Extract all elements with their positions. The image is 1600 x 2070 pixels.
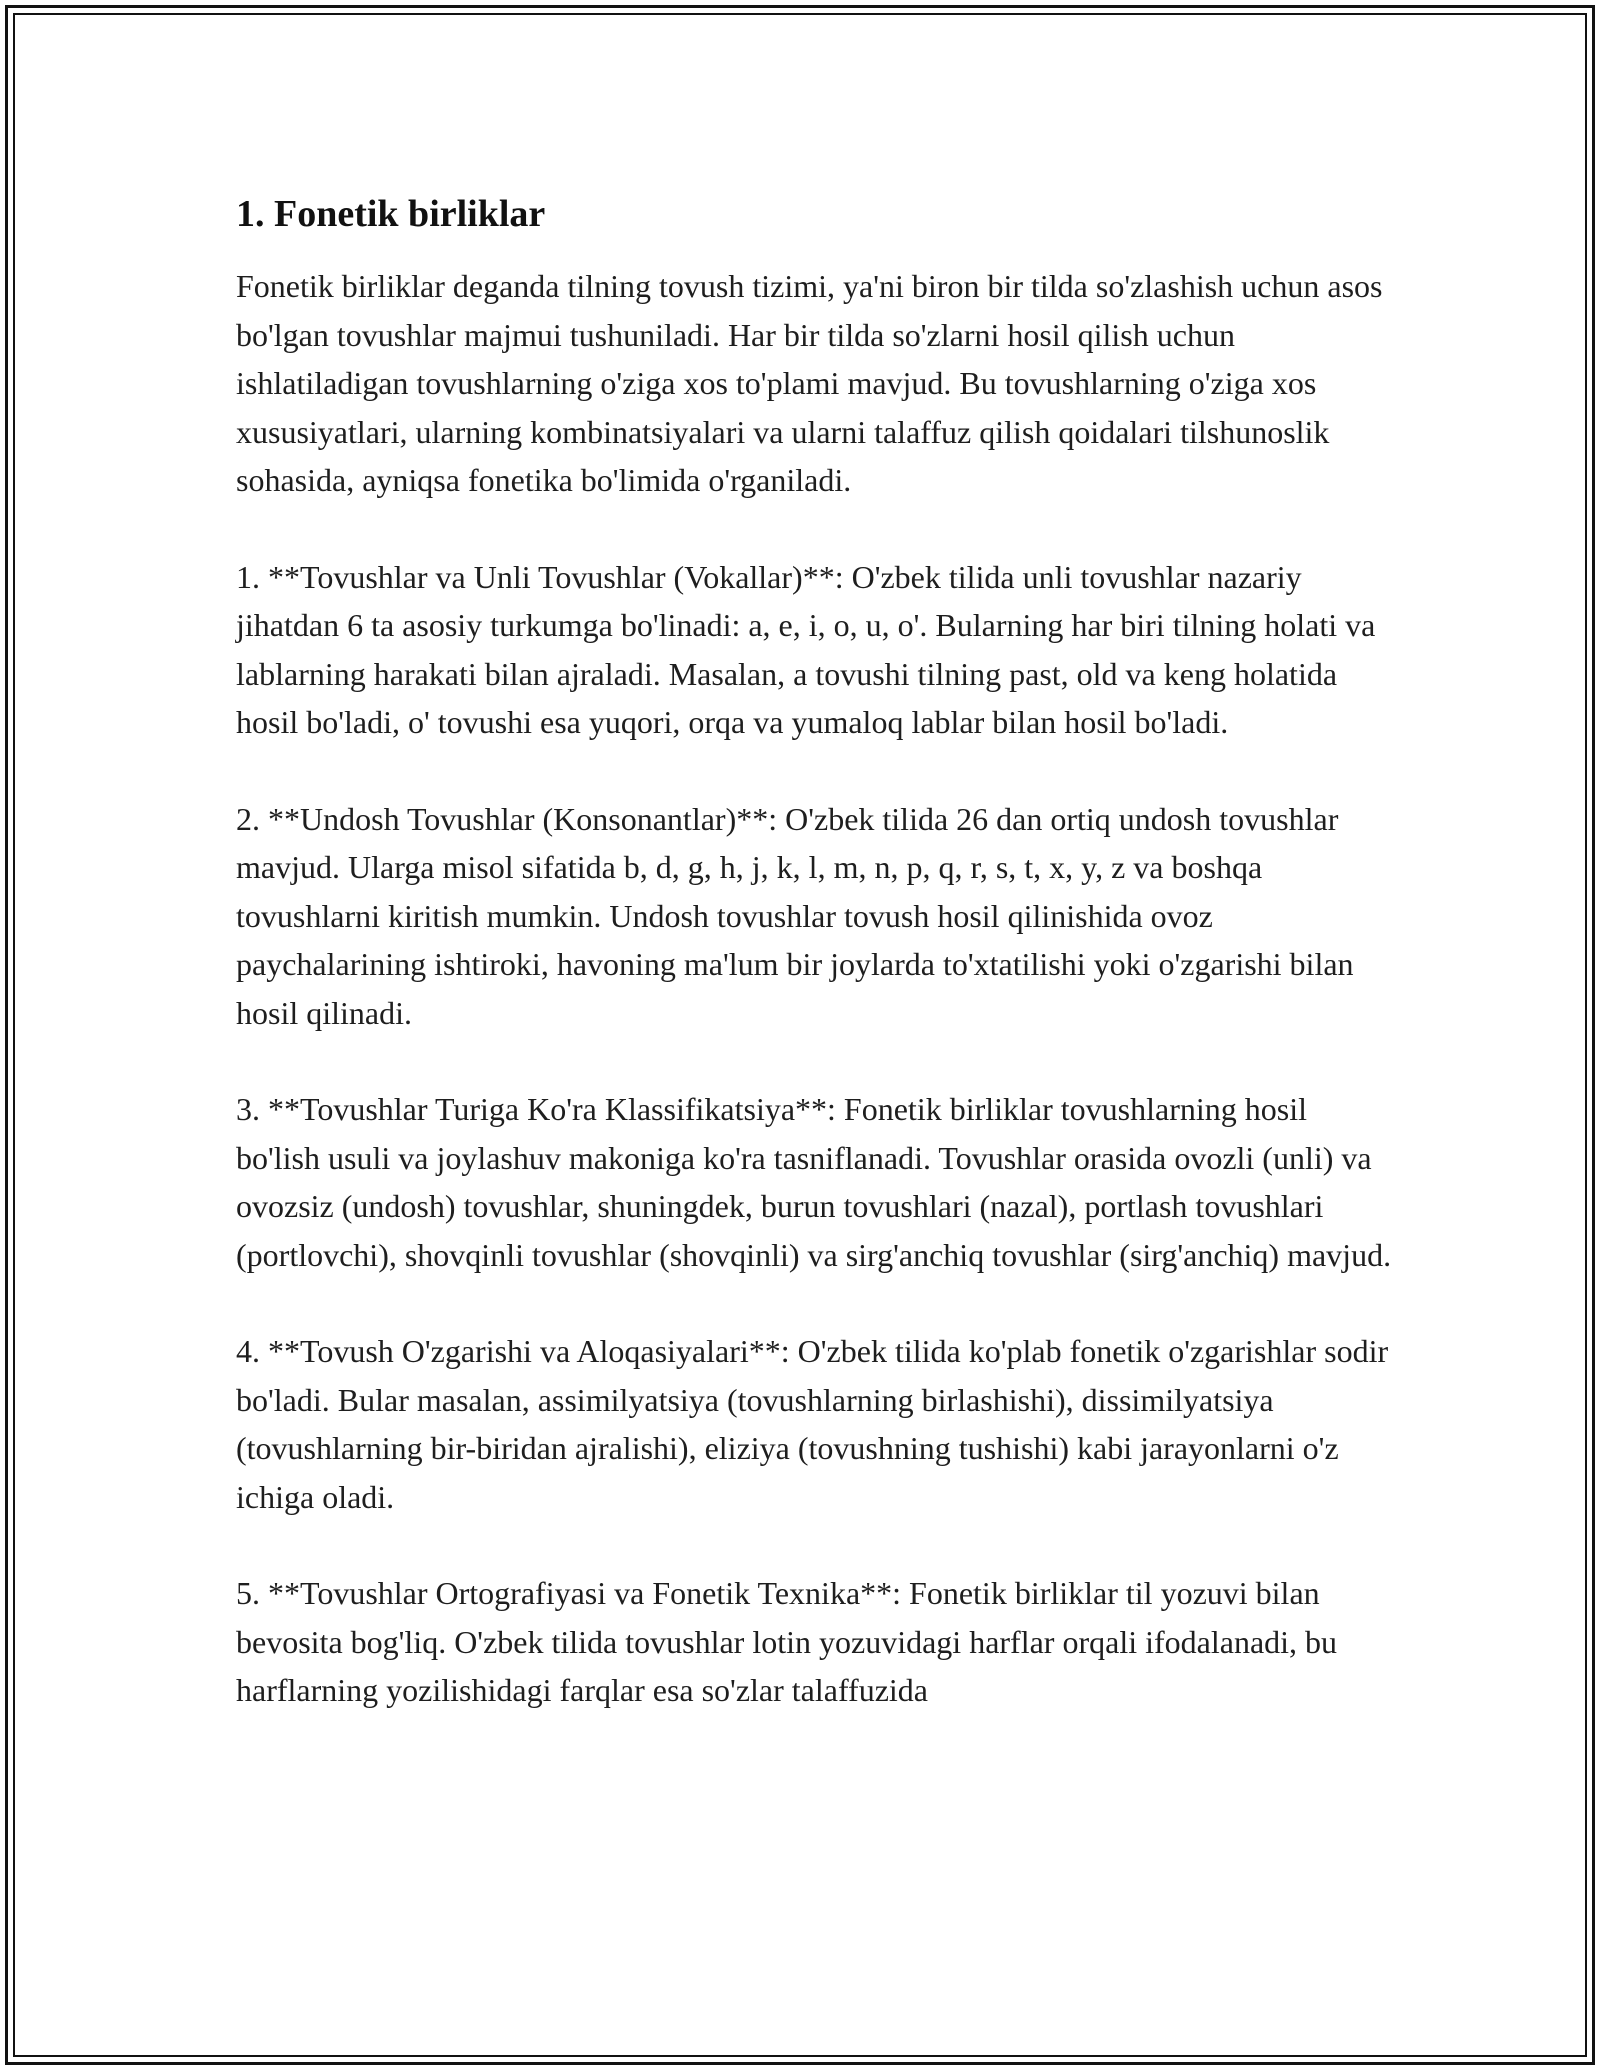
consonants-paragraph: 2. **Undosh Tovushlar (Konsonantlar)**: O'zbek tilida 26 dan ortiq undosh tovushlar mavjud. Ularga misol sifatida b, d, g, h, j, k, l, m, n, p, q, r, s, t, x, y, z va boshqa tovushlarni kiritish mumkin. Undosh tovushlar tovush hosil qilinishida ovoz paychalarining ishtiroki, havoning ma'lum bir joylarda to'xtatilishi yoki o'zgarishi bilan hosil qilinadi. bbox=[236, 800, 1354, 1031]
section-heading: 1. Fonetik birliklar bbox=[236, 193, 546, 235]
orthography-paragraph: 5. **Tovushlar Ortografiyasi va Fonetik Texnika**: Fonetik birliklar til yozuvi bilan bevosita bog'liq. O'zbek tilida tovushlar lotin yozuvidagi harflar orqali ifodalanadi, bu harflarning yozilishidagi farqlar esa so'zlar talaffuzida bbox=[236, 1575, 1338, 1708]
intro-paragraph: Fonetik birliklar deganda tilning tovush tizimi, ya'ni biron bir tilda so'zlashish uchun asos bo'lgan tovushlar majmui tushuniladi. Har bir tilda so'zlarni hosil qilish uchun ishlatiladigan tovushlarning o'ziga xos to'plami mavjud. Bu tovushlarning o'ziga xos xususiyatlari, ularning kombinatsiyalari va ularni talaffuz qilish qoidalari tilshunoslik sohasida, ayniqsa fonetika bo'limida o'rganiladi. bbox=[236, 268, 1383, 498]
sound-changes-paragraph: 4. **Tovush O'zgarishi va Aloqasiyalari**: O'zbek tilida ko'plab fonetik o'zgarishlar sodir bo'ladi. Bular masalan, assimilyatsiya (tovushlarning birlashishi), dissimilyatsiya (tovushlarning bir-biridan ajralishi), eliziya (tovushning tushishi) kabi jarayonlarni o'z ichiga oladi. bbox=[236, 1333, 1389, 1515]
classification-paragraph: 3. **Tovushlar Turiga Ko'ra Klassifikatsiya**: Fonetik birliklar tovushlarning hosil bo'lish usuli va joylashuv makoniga ko'ra tasniflanadi. Tovushlar orasida ovozli (unli) va ovozsiz (undosh) tovushlar, shuningdek, burun tovushlari (nazal), portlash tovushlari (portlovchi), shovqinli tovushlar (shovqinli) va sirg'anchiq tovushlar (sirg'anchiq) mavjud. bbox=[236, 1091, 1392, 1273]
vowels-paragraph: 1. **Tovushlar va Unli Tovushlar (Vokallar)**: O'zbek tilida unli tovushlar nazariy jihatdan 6 ta asosiy turkumga bo'linadi: a, e, i, o, u, o'. Bularning har biri tilning holati va lablarning harakati bilan ajraladi. Masalan, a tovushi tilning past, old va keng holatida hosil bo'ladi, o' tovushi esa yuqori, orqa va yumaloq lablar bilan hosil bo'ladi. bbox=[236, 558, 1376, 740]
document-body bbox=[236, 186, 1396, 1715]
